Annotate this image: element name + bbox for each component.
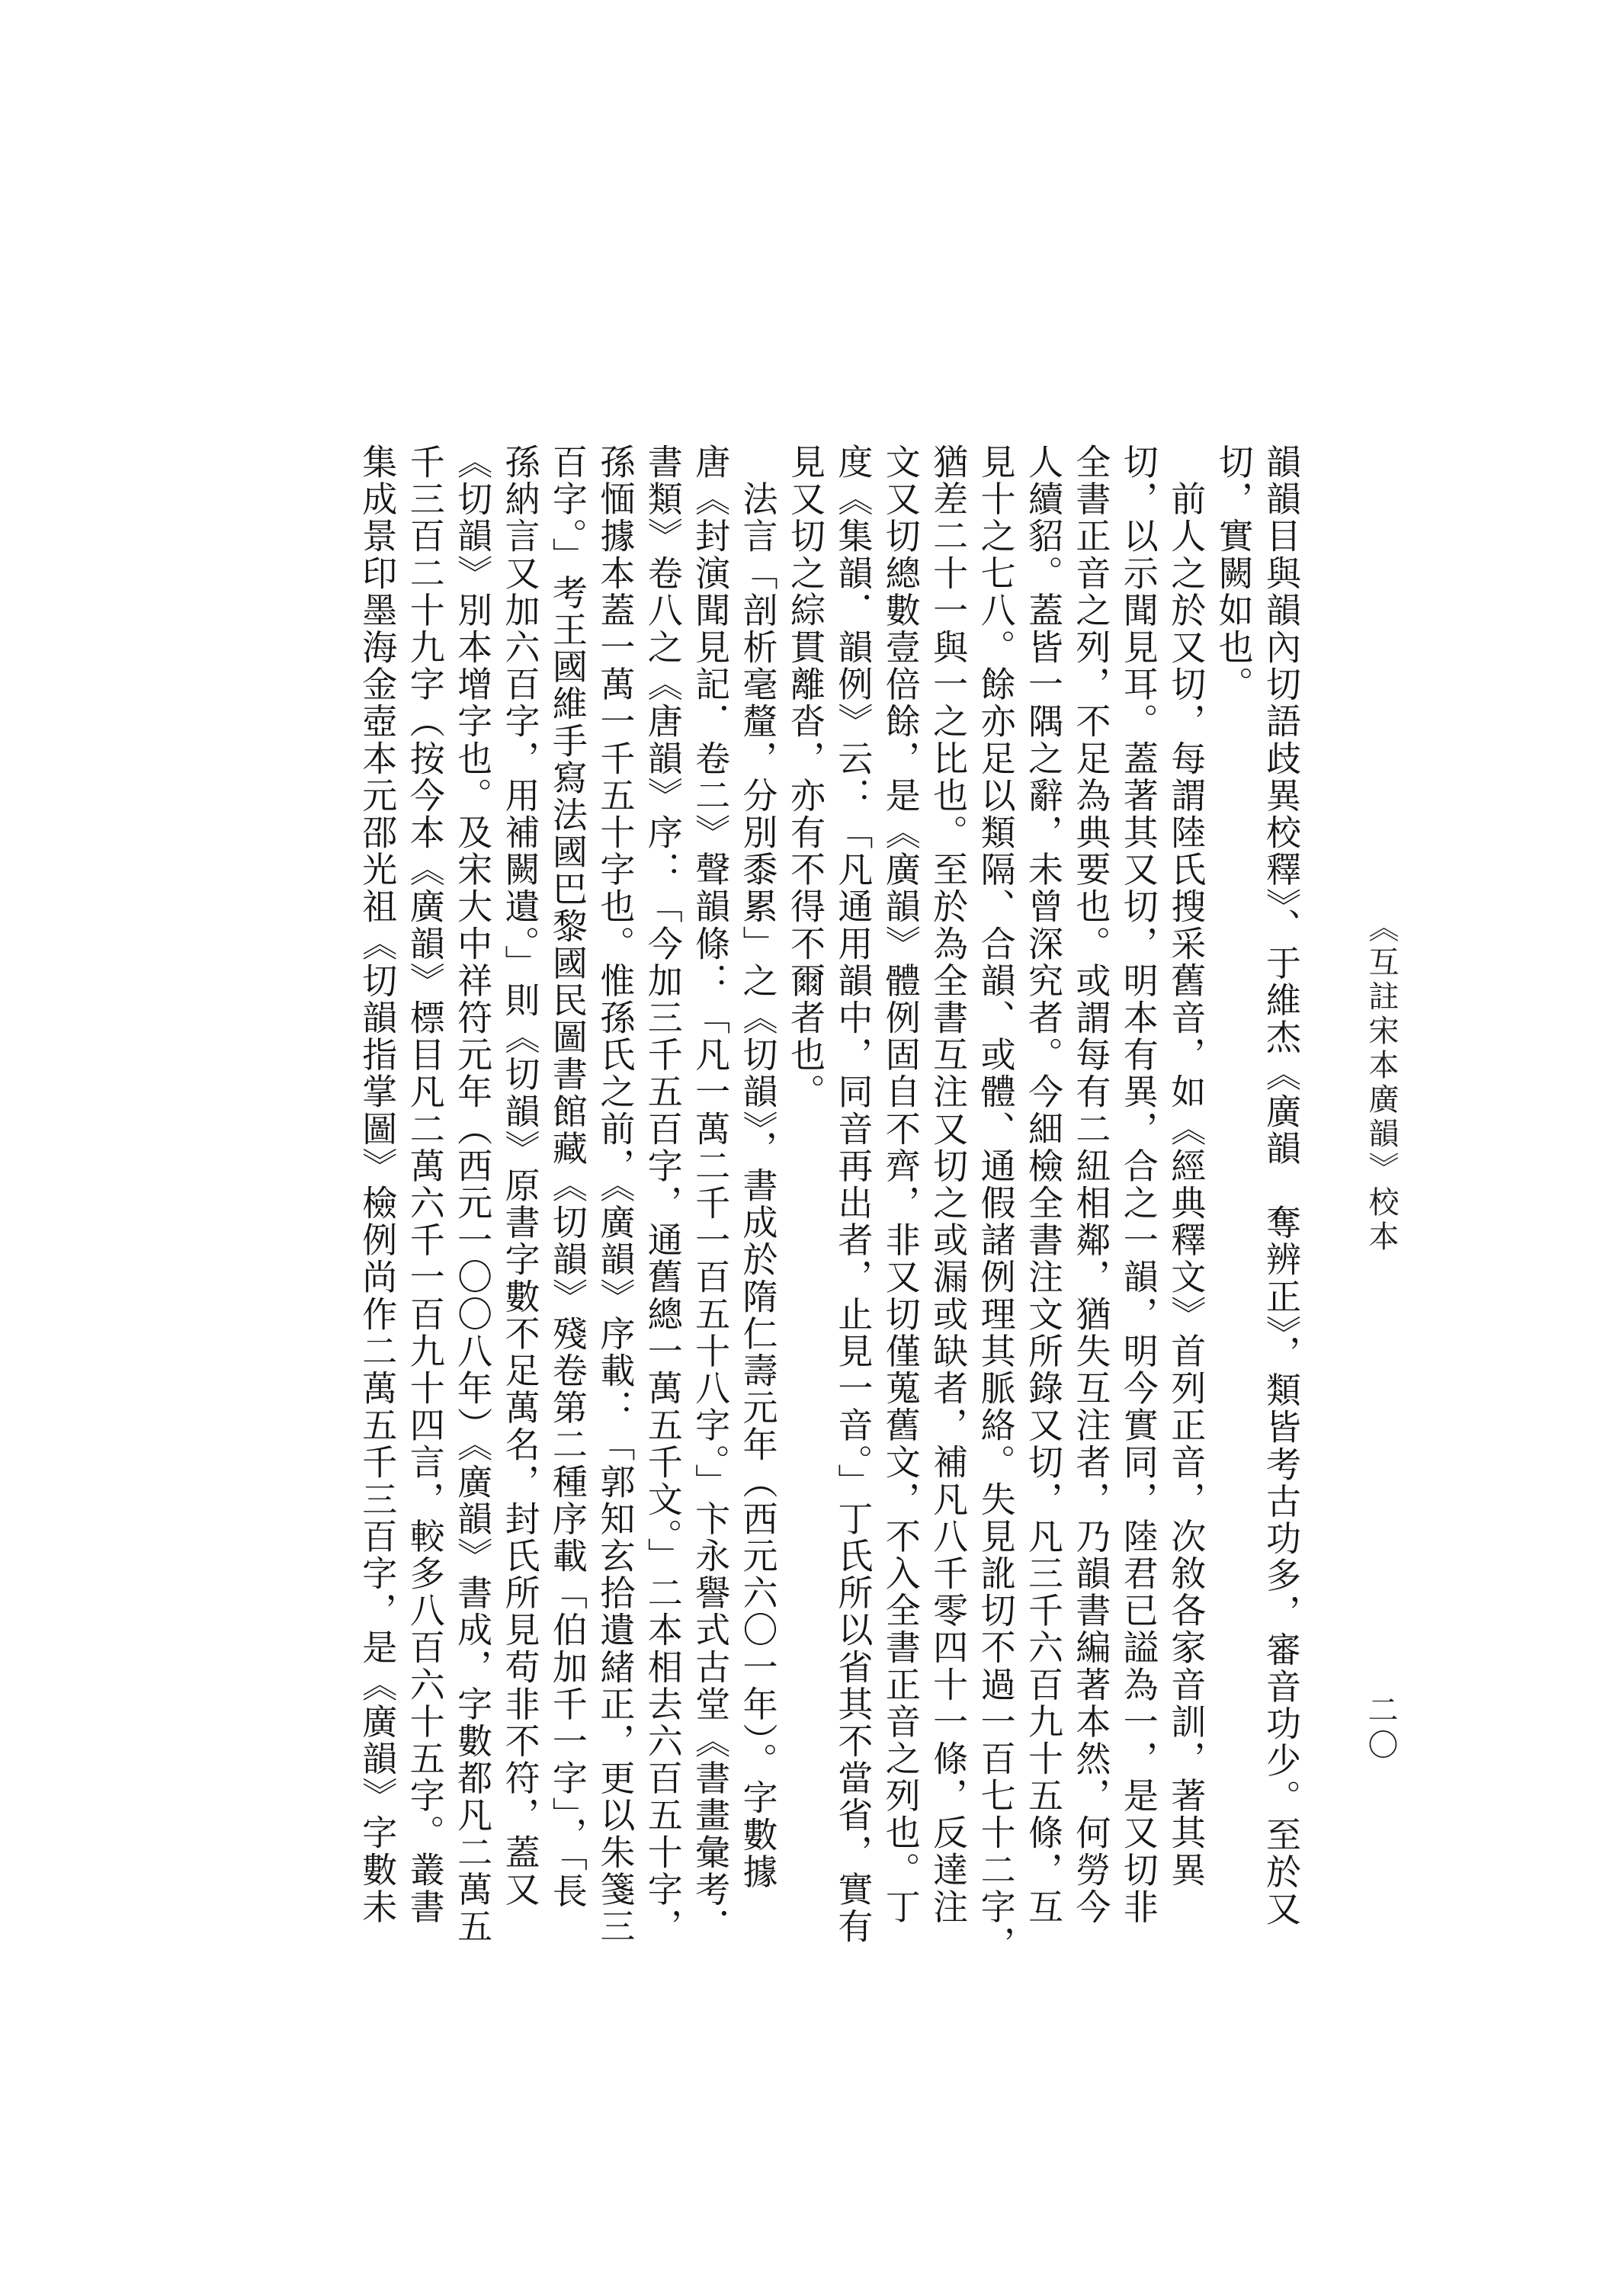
text-column: 孫愐據本蓋一萬一千五十字也。惟孫氏之前，《廣韻》序載：「郭知玄拾遺緒正，更以朱箋三 [595, 444, 636, 1945]
body-text [297, 444, 1305, 1983]
text-column: 千三百二十九字（按今本《廣韻》標目凡二萬六千一百九十四言，較多八百六十五字。叢書 [404, 444, 446, 1926]
text-column: 《切韻》別本增字也。及宋大中祥符元年（西元一〇〇八年）《廣韻》書成，字數都凡二萬五 [452, 444, 494, 1945]
text-column: 韻韻目與韻內切語歧異校釋》、于維杰《廣韻 奪辨正》，類皆考古功多，審音功少。至於又 [1261, 444, 1302, 1928]
text-column: 唐《封演聞見記．卷二》聲韻條：「凡一萬二千一百五十八字。」卞永譽式古堂《書畫彙考． [690, 444, 732, 1945]
text-column: 猶差二十一與一之比也。至於為全書互注又切之或漏或缺者，補凡八千零四十一條，反達注 [928, 444, 970, 1926]
text-column: 前人之於又切，每謂陸氏搜采舊音，如《經典釋文》首列正音，次敘各家音訓，著其異 [1166, 444, 1207, 1889]
text-column: 度《集韻．韻例》云：「凡通用韻中，同音再出者，止見一音。」丁氏所以省其不當省，實有 [832, 444, 874, 1945]
text-column: 集成景印墨海金壺本元邵光祖《切韻指掌圖》檢例尚作二萬五千三百字，是《廣韻》字數未 [357, 444, 399, 1926]
text-column: 人續貂。蓋皆一隅之辭，未曾深究者。今細檢全書注文所錄又切，凡三千六百九十五條，互 [1022, 444, 1064, 1926]
page-number: 二〇 [1363, 1694, 1398, 1764]
text-column: 切，以示聞見耳。蓋著其又切，明本有異，合之一韻，明今實同，陸君已謚為一，是又切非 [1117, 444, 1159, 1926]
text-column: 法言「剖析毫釐，分別黍累」之《切韻》，書成於隋仁壽元年（西元六〇一年）。字數據 [737, 444, 779, 1890]
text-column: 文又切總數壹倍餘，是《廣韻》體例固自不齊，非又切僅蒐舊文，不入全書正音之列也。丁 [880, 444, 922, 1926]
text-column: 切，實闕如也。 [1213, 444, 1255, 704]
text-column: 書類》卷八之《唐韻》序：「今加三千五百字，通舊總一萬五千文。」二本相去六百五十字， [642, 444, 684, 1945]
text-column: 孫納言又加六百字，用補闕遺。」則《切韻》原書字數不足萬名，封氏所見苟非不符，蓋又 [499, 444, 541, 1908]
text-column: 全書正音之列，不足為典要也。或謂每有二紐相鄰，猶失互注者，乃韻書編著本然，何勞今 [1070, 444, 1112, 1926]
running-head: 《互註宋本廣韻》校本 [1364, 912, 1399, 1255]
text-column: 百字。」考王國維手寫法國巴黎國民圖書館藏《切韻》殘卷第二種序載「伯加千一字」，「長 [547, 444, 588, 1910]
text-column: 見又切之綜貫離沓，亦有不得不爾者也。 [784, 444, 826, 1111]
text-column: 見十之七八。餘亦足以類隔、合韻、或體、通假諸例理其脈絡。失見訛切不過一百七十二字， [975, 444, 1017, 1963]
